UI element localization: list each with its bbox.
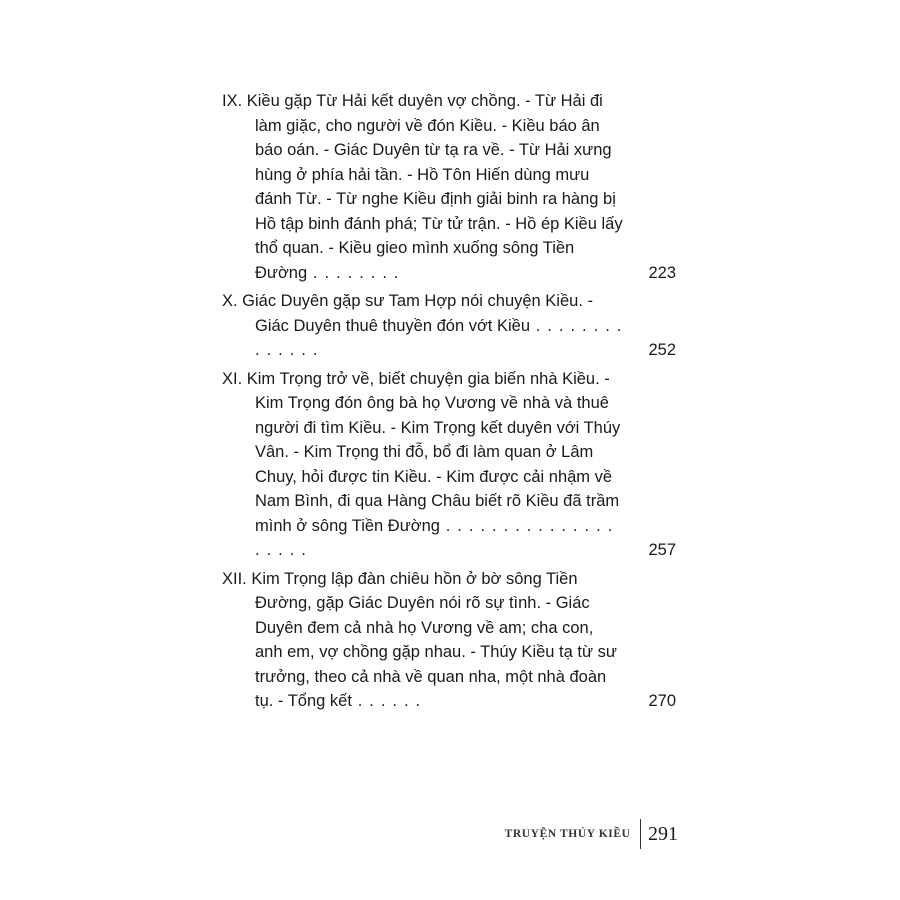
dot-leaders: . . . . . . . . . . . . . . . . . . . . [255,516,614,559]
dot-leaders: . . . . . . [351,692,422,710]
dot-leaders: . . . . . . . . . . . . . . [255,316,623,359]
table-of-contents [222,89,678,718]
toc-entry-title: XII. Kim Trọng lập đàn chiêu hồn ở bờ sông Tiền Đường, gặp Giác Duyên nói rõ sự tình. - Giác Duyên đem cả nhà họ Vương về am; cha con, anh em, vợ chồng gặp nhau. - Thúy Kiều tạ từ sư trưởng, theo cả nhà về quan nha, một nhà đoàn tụ. - Tổng kết [222,569,617,710]
toc-entry-text [222,289,624,363]
toc-page-number: 257 [648,541,676,559]
running-book-title: TRUYỆN THÚY KIỀU [504,828,631,840]
toc-page-number: 252 [648,341,676,359]
toc-entry-xii[interactable] [222,567,678,714]
toc-entry-xi[interactable] [222,367,678,563]
footer-page-number: 291 [648,822,678,845]
toc-entry-title: X. Giác Duyên gặp sư Tam Hợp nói chuyện Kiều. - Giác Duyên thuê thuyền đón vớt Kiều [222,292,593,335]
toc-entry-title: XI. Kim Trọng trở về, biết chuyện gia biến nhà Kiều. - Kim Trọng đón ông bà họ Vương về nhà và thuê người đi tìm Kiều. - Kim Trọng kết duyên với Thúy Vân. - Kim Trọng thi đỗ, bổ đi làm quan ở Lâm Chuy, hỏi được tin Kiều. - Kim được cải nhậm về Nam Bình, đi qua Hàng Châu biết rõ Kiều đã trầm mình ở sông Tiền Đường [222,369,621,535]
toc-page-number: 223 [648,263,676,282]
toc-entry-text [222,367,624,563]
toc-entry-title: IX. Kiều gặp Từ Hải kết duyên vợ chồng. - Từ Hải đi làm giặc, cho người về đón Kiều. - Kiều báo ân báo oán. - Giác Duyên từ tạ ra về. - Từ Hải xưng hùng ở phía hải tần. - Hồ Tôn Hiến dùng mưu đánh Từ. - Từ nghe Kiều định giải binh ra hàng bị Hồ tập binh đánh phá; Từ tử trận. - Hồ ép Kiều lấy thổ quan. - Kiều gieo mình xuống sông Tiền Đường [222,92,623,282]
page-footer [505,818,678,850]
toc-entry-x[interactable] [222,289,678,363]
dot-leaders: . . . . . . . . [307,263,400,282]
toc-entry-text [222,567,624,714]
toc-entry-ix[interactable] [222,89,678,285]
toc-page-number: 270 [648,692,676,710]
toc-entry-text [222,89,624,285]
